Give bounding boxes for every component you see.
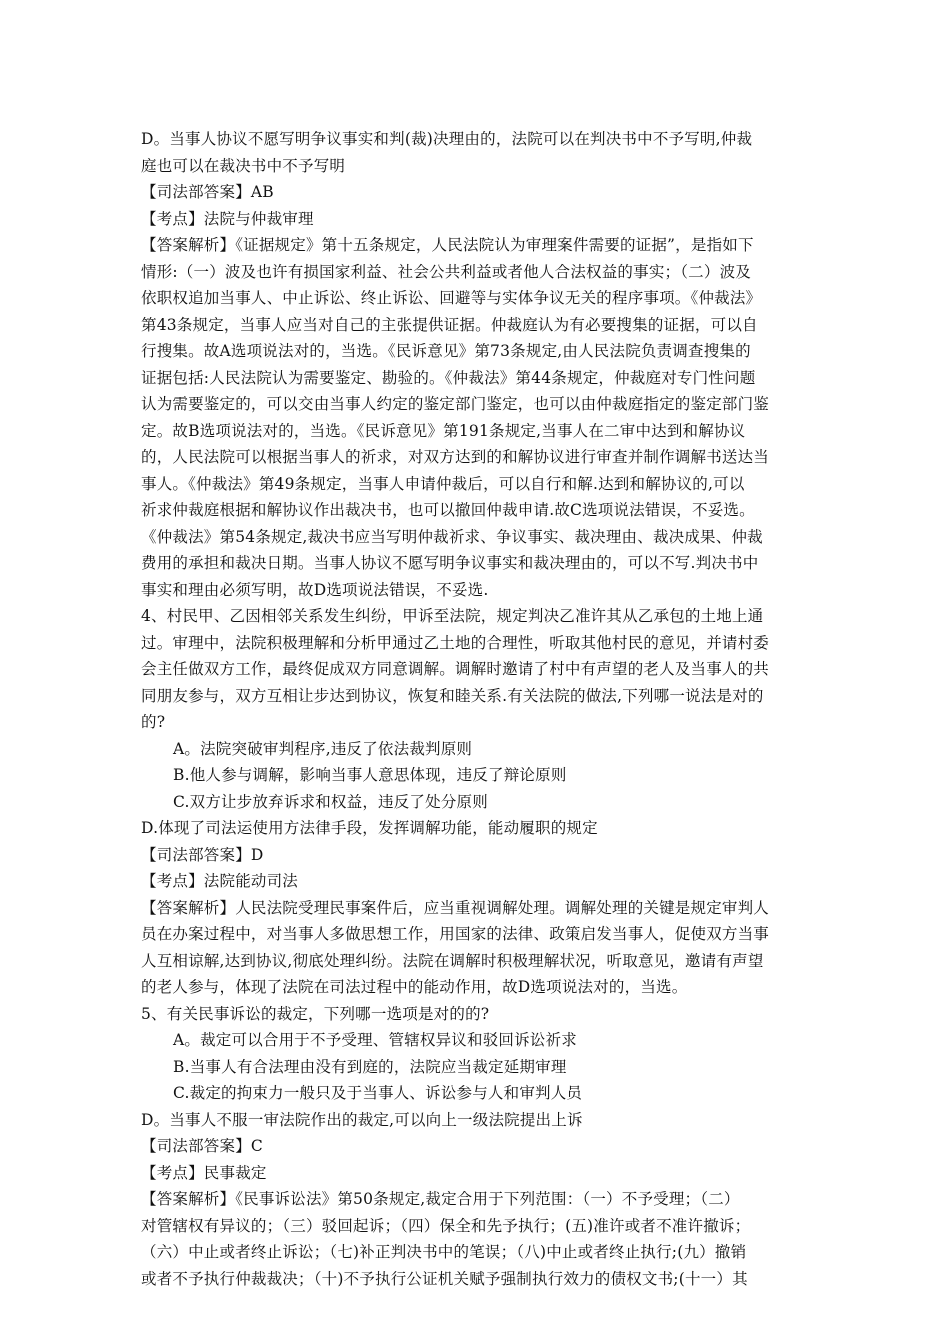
- text-line: A。裁定可以合用于不予受理、管辖权异议和驳回诉讼祈求: [173, 1031, 577, 1049]
- text-line: 员在办案过程中，对当事人多做思想工作，用国家的法律、政策启发当事人，促使双方当事: [141, 925, 770, 943]
- text-line: 同朋友参与，双方互相让步达到协议，恢复和睦关系.有关法院的做法,下列哪一说法是对的: [141, 686, 764, 705]
- document-page: [141, 126, 813, 1292]
- text-line: 或者不予执行仲裁裁决；（十)不予执行公证机关赋予强制执行效力的债权文书;(十一）其: [141, 1269, 748, 1288]
- text-line: 人互相谅解,达到协议,彻底处理纠纷。法院在调解时积极理解状况，听取意见，邀请有声望: [141, 951, 764, 970]
- text-line: 的，人民法院可以根据当事人的祈求，对双方达到的和解协议进行审查并制作调解书送达当: [141, 448, 770, 466]
- text-line: 过。审理中，法院积极理解和分析甲通过乙土地的合理性，听取其他村民的意见，并请村委: [141, 633, 770, 652]
- text-line: A。法院突破审判程序,违反了依法裁判原则: [173, 739, 473, 758]
- text-line: 【考点】法院能动司法: [141, 872, 299, 890]
- text-line: 情形:（一）波及也许有损国家利益、社会公共利益或者他人合法权益的事实；（二）波及: [141, 262, 751, 281]
- text-line: 庭也可以在裁决书中不予写明: [141, 156, 346, 175]
- text-line: 事实和理由必须写明，故D选项说法错误，不妥选.: [141, 580, 489, 599]
- text-line: 会主任做双方工作，最终促成双方同意调解。调解时邀请了村中有声望的老人及当事人的共: [141, 660, 770, 678]
- text-line: 4、村民甲、乙因相邻关系发生纠纷，甲诉至法院，规定判决乙准许其从乙承包的土地上通: [141, 607, 764, 625]
- text-line: D。当事人不服一审法院作出的裁定,可以向上一级法院提出上诉: [141, 1110, 583, 1129]
- text-line: B.当事人有合法理由没有到庭的，法院应当裁定延期审理: [173, 1057, 567, 1076]
- text-line: 的老人参与，体现了法院在司法过程中的能动作用，故D选项说法对的，当选。: [141, 978, 688, 996]
- text-line: 【答案解析】人民法院受理民事案件后，应当重视调解处理。调解处理的关键是规定审判人: [141, 898, 770, 917]
- text-line: B.他人参与调解，影响当事人意思体现，违反了辩论原则: [173, 766, 567, 784]
- text-line: 《仲裁法》第54条规定,裁决书应当写明仲裁祈求、争议事实、裁决理由、裁决成果、仲裁: [141, 527, 763, 546]
- text-line: 【司法部答案】D: [141, 845, 264, 864]
- text-line: 【答案解析】《民事诉讼法》第50条规定,裁定合用于下列范围：（一）不予受理；（二）: [141, 1190, 740, 1208]
- text-line: 【司法部答案】AB: [141, 183, 274, 201]
- text-line: D.体现了司法运使用方法律手段，发挥调解功能，能动履职的规定: [141, 819, 598, 837]
- text-line: C.双方让步放弃诉求和权益，违反了处分原则: [173, 792, 488, 811]
- text-line: 【考点】民事裁定: [141, 1163, 267, 1182]
- text-line: C.裁定的拘束力一般只及于当事人、诉讼参与人和审判人员: [173, 1084, 583, 1102]
- text-line: 认为需要鉴定的，可以交由当事人约定的鉴定部门鉴定，也可以由仲裁庭指定的鉴定部门鉴: [141, 395, 770, 413]
- text-line: 第43条规定，当事人应当对自己的主张提供证据。仲裁庭认为有必要搜集的证据，可以自: [141, 315, 758, 334]
- text-line: 的?: [141, 713, 166, 731]
- text-line: 【司法部答案】C: [141, 1137, 263, 1155]
- text-line: 行搜集。故A选项说法对的，当选。《民诉意见》第73条规定,由人民法院负责调查搜集的: [141, 342, 751, 360]
- text-line: 对管辖权有异议的；（三）驳回起诉；（四）保全和先予执行；(五)准许或者不准许撤诉；: [141, 1216, 751, 1235]
- text-line: 【考点】法院与仲裁审理: [141, 209, 314, 228]
- text-line: 定。故B选项说法对的，当选。《民诉意见》第191条规定,当事人在二审中达到和解协议: [141, 421, 746, 440]
- text-line: D。当事人协议不愿写明争议事实和判(裁)决理由的，法院可以在判决书中不予写明,仲裁: [141, 130, 753, 148]
- text-line: 证据包括:人民法院认为需要鉴定、勘验的。《仲裁法》第44条规定，仲裁庭对专门性问题: [141, 368, 756, 387]
- text-line: 事人。《仲裁法》第49条规定，当事人申请仲裁后，可以自行和解.达到和解协议的,可以: [141, 474, 745, 493]
- text-line: 依职权追加当事人、中止诉讼、终止诉讼、回避等与实体争议无关的程序事项。《仲裁法》: [141, 289, 762, 307]
- text-line: 祈求仲裁庭根据和解协议作出裁决书，也可以撤回仲裁申请.故C选项说法错误，不妥选。: [141, 501, 755, 519]
- text-line: 5、有关民事诉讼的裁定，下列哪一选项是对的的?: [141, 1004, 490, 1023]
- text-line: 费用的承担和裁决日期。当事人协议不愿写明争议事实和裁决理由的，可以不写.判决书中: [141, 554, 759, 572]
- text-line: 【答案解析】《证据规定》第十五条规定，人民法院认为审理案件需要的证据”，是指如下: [141, 236, 754, 254]
- text-line: （六）中止或者终止诉讼；（七)补正判决书中的笔误；（八)中止或者终止执行;(九）撤销: [141, 1243, 747, 1261]
